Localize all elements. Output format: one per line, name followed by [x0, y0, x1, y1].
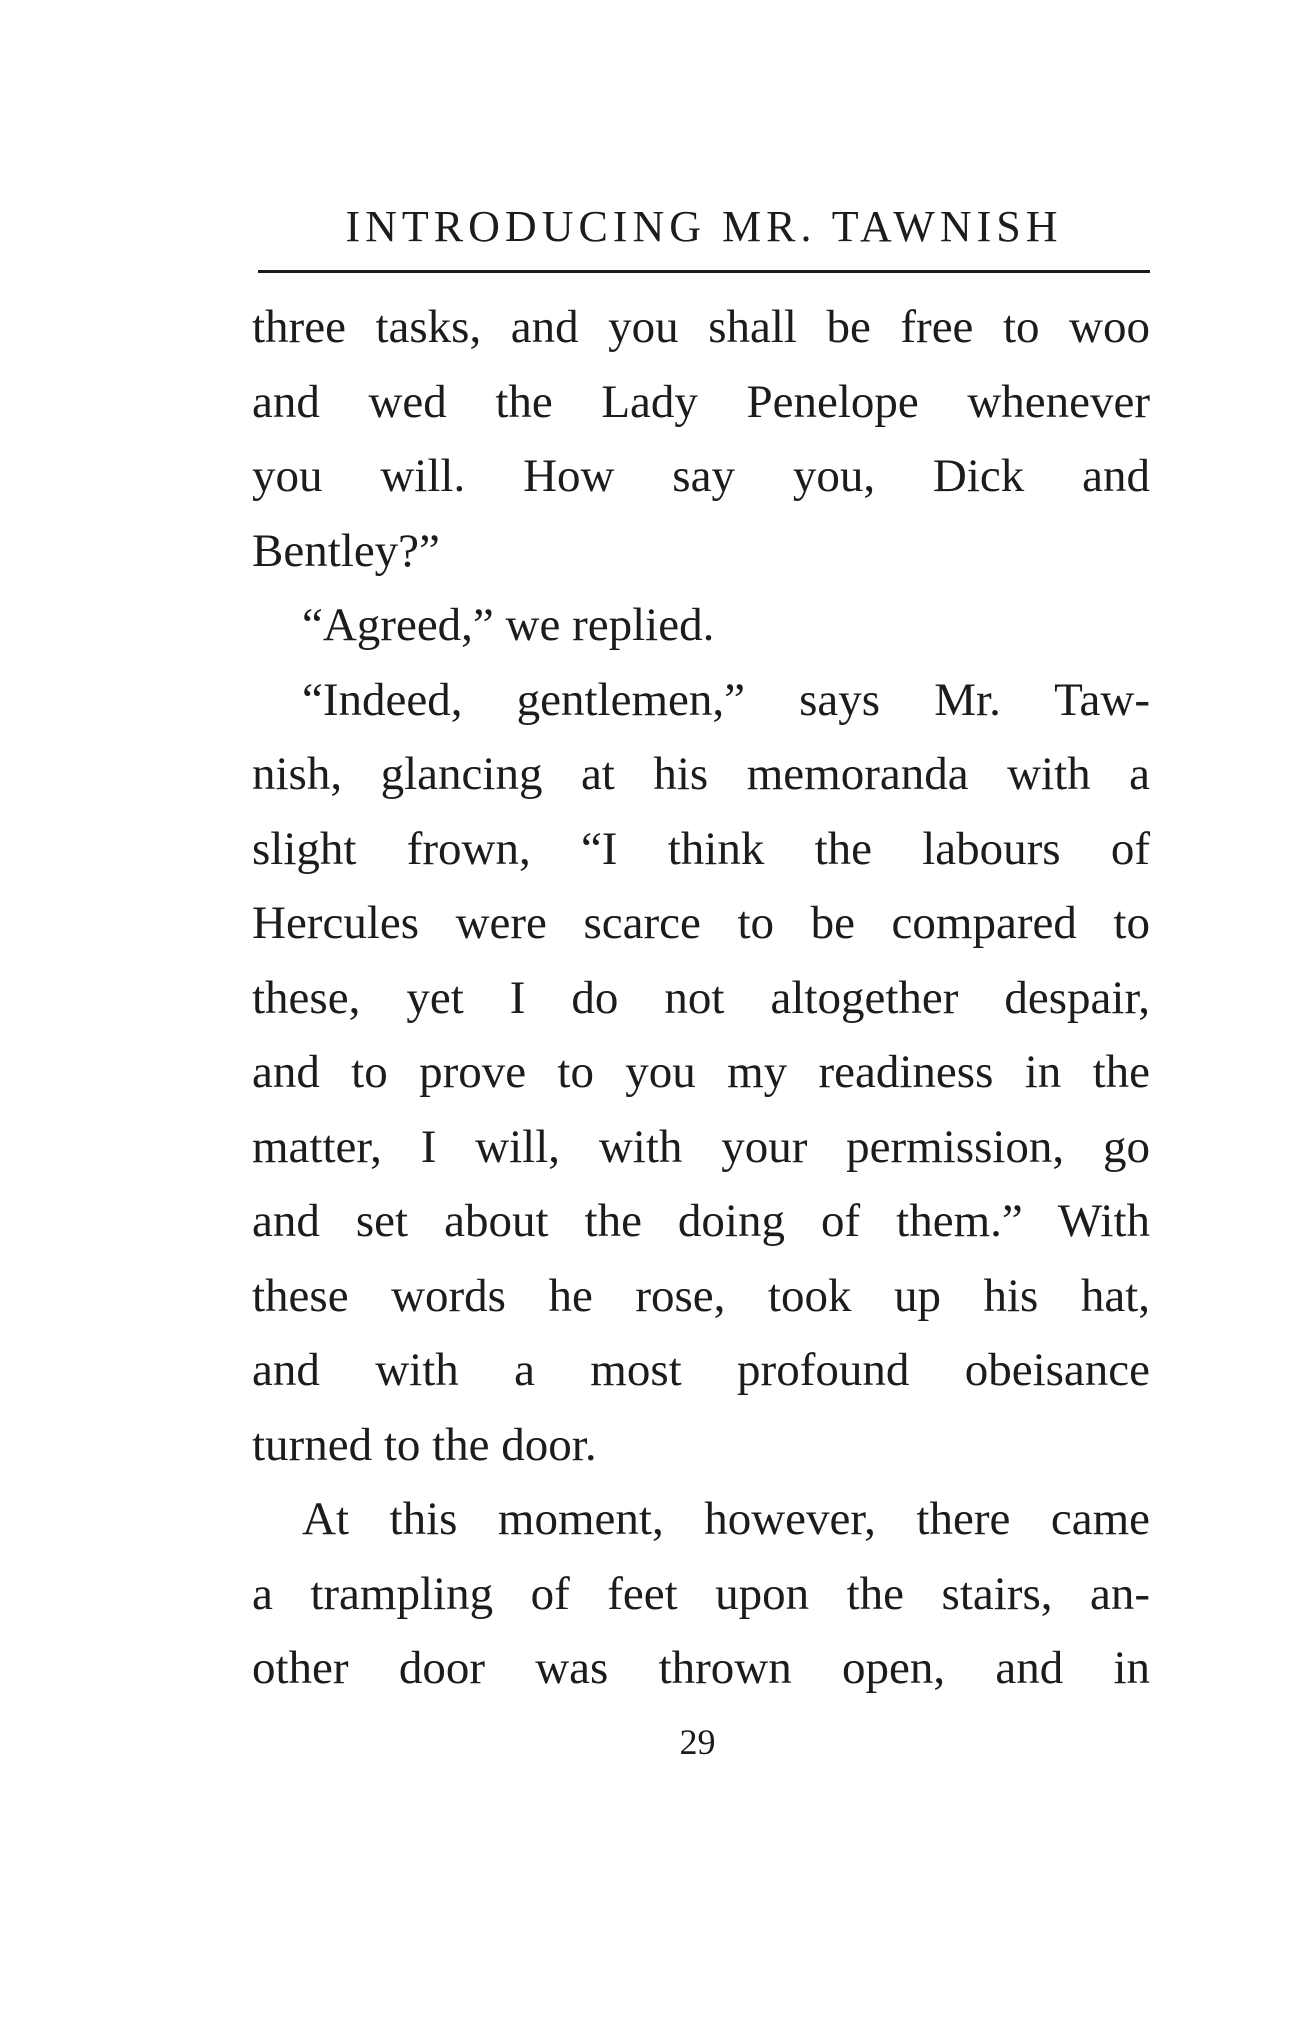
text-line: Hercules were scarce to be compared to [252, 897, 1150, 949]
text-line: Bentley?” [252, 524, 440, 577]
text-line: nish, glancing at his memoranda with a [252, 748, 1150, 800]
text-line: three tasks, and you shall be free to woo [252, 301, 1150, 353]
text-line: matter, I will, with your permission, go [252, 1120, 1150, 1173]
text-line: and with a most profound obeisance [252, 1344, 1150, 1396]
text-line: other door was thrown open, and in [252, 1642, 1150, 1694]
text-line: these words he rose, took up his hat, [252, 1269, 1150, 1322]
text-line: and set about the doing of them.” With [252, 1195, 1150, 1247]
text-line: these, yet I do not altogether despair, [252, 971, 1150, 1024]
text-line: slight frown, “I think the labours of [252, 822, 1150, 875]
text-line: you will. How say you, Dick and [252, 450, 1150, 502]
paragraph-start-line: “Agreed,” we replied. [302, 599, 715, 651]
header-rule [258, 270, 1150, 273]
text-line: a trampling of feet upon the stairs, an- [252, 1567, 1150, 1620]
text-line: and to prove to you my readiness in the [252, 1046, 1150, 1098]
paragraph-start-line: At this moment, however, there came [302, 1493, 1150, 1545]
text-line: and wed the Lady Penelope whenever [252, 375, 1150, 428]
paragraph-start-line: “Indeed, gentlemen,” says Mr. Taw- [302, 673, 1150, 726]
body-text [252, 290, 1150, 1706]
text-line: turned to the door. [252, 1418, 597, 1471]
running-head: INTRODUCING MR. TAWNISH [345, 202, 1063, 251]
page-number: 29 [679, 1722, 716, 1762]
